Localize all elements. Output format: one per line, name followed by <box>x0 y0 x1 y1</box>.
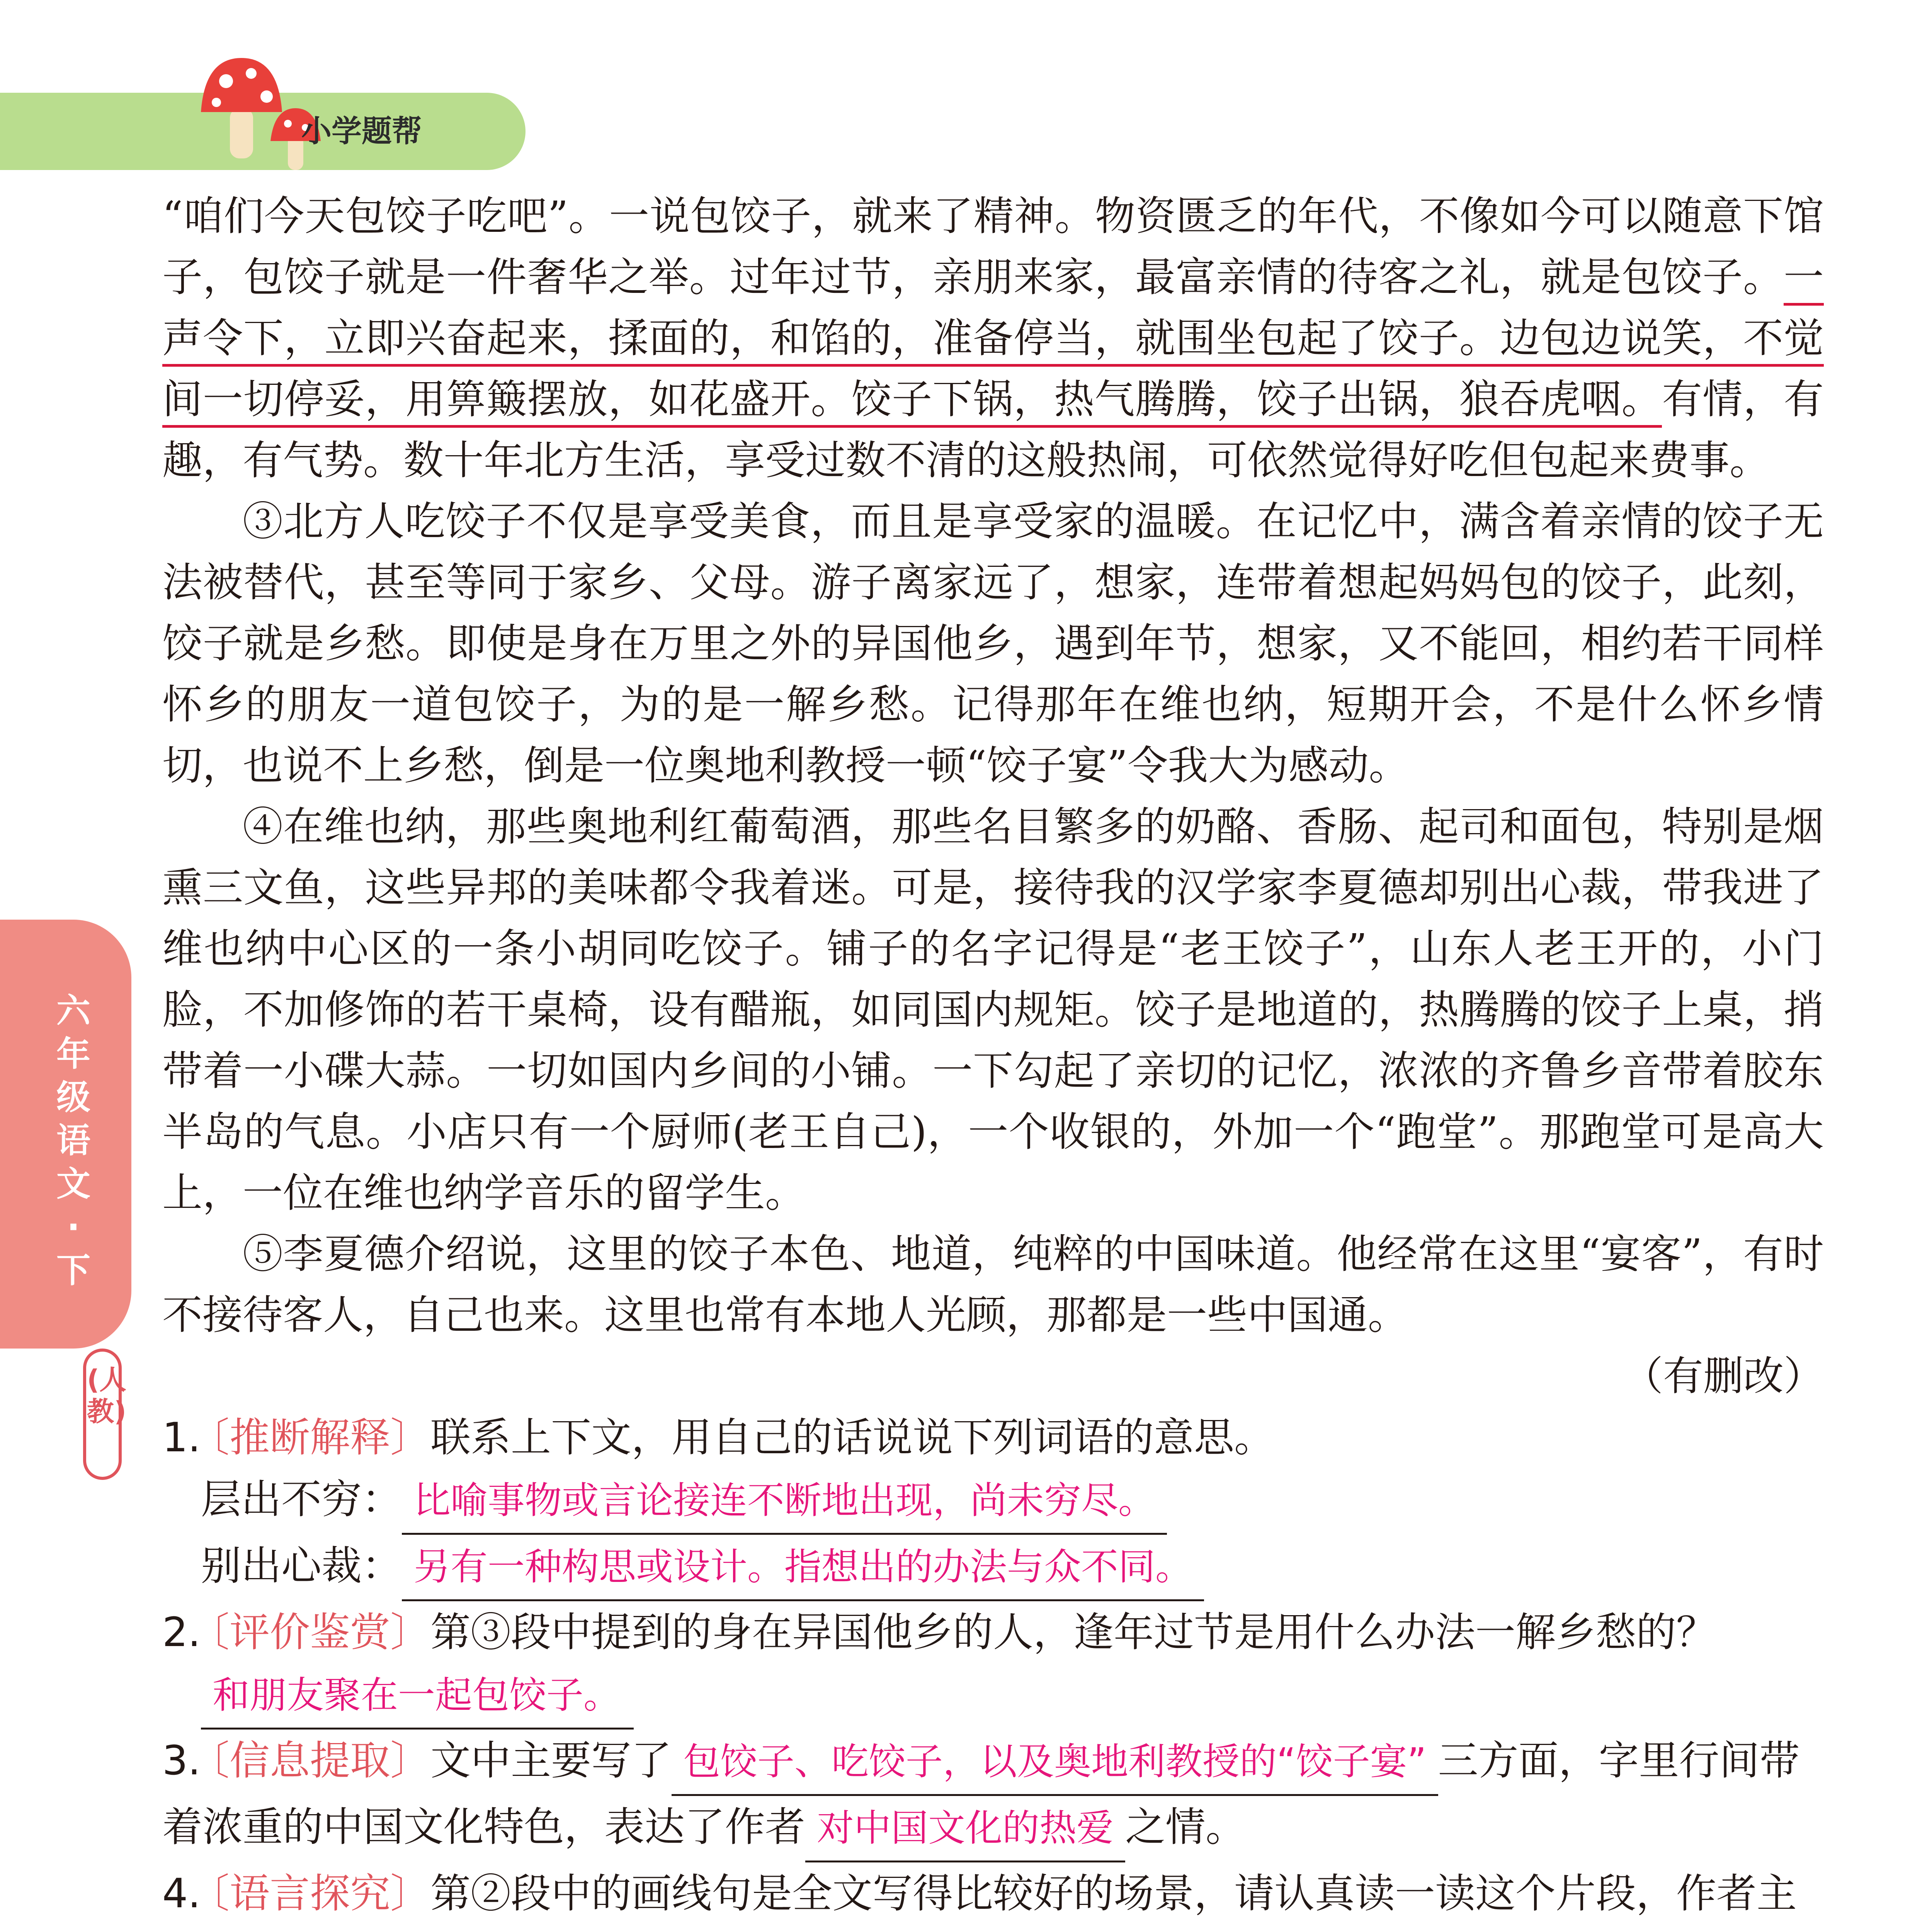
question-2 <box>162 1601 1824 1663</box>
grade-char: 六 <box>56 991 90 1031</box>
passage-paragraph-2 <box>162 185 1824 491</box>
source-note: （有删改） <box>1622 1352 1824 1400</box>
passage-paragraph-4: ④在维也纳，那些奥地利红葡萄酒，那些名目繁多的奶酪、香肠、起司和面包，特别是烟熏三文鱼，这些异邦的美味都令我着迷。可是，接待我的汉学家李夏德却别出心裁，带我进了维也纳中心区的一条小胡同吃饺子。铺子的名字记得是“老王饺子”，山东人老王开的，小门脸，不加修饰的若干桌椅，设有醋瓶，如同国内规矩。饺子是地道的，热腾腾的饺子上桌，捎带着一小碟大蒜。一切如国内乡间的小铺。一下勾起了亲切的记忆，浓浓的齐鲁乡音带着胶东半岛的气息。小店只有一个厨师(老王自己)，一个收银的，外加一个“跑堂”。那跑堂可是高大上，一位在维也纳学音乐的留学生。 <box>162 803 1824 1216</box>
page-content <box>162 185 1824 1932</box>
question-number: 4. <box>162 1870 201 1917</box>
grade-char: 级 <box>56 1077 90 1117</box>
answer-text: 另有一种构思或设计。指想出的办法与众不同。 <box>402 1536 1204 1601</box>
term-row <box>162 1535 1824 1601</box>
edition-label <box>87 1364 126 1427</box>
question-tag: 〔推断解释〕 <box>189 1414 431 1461</box>
passage-paragraph-3: ③北方人吃饺子不仅是享受美食，而且是享受家的温暖。在记忆中，满含着亲情的饺子无法被替代，甚至等同于家乡、父母。游子离家远了，想家，连带着想起妈妈包的饺子，此刻，饺子就是乡愁。即使是身在万里之外的异国他乡，遇到年节，想家，又不能回，相约若干同样怀乡的朋友一道包饺子，为的是一解乡愁。记得那年在维也纳，短期开会，不是什么怀乡情切，也说不上乡愁，倒是一位奥地利教授一顿“饺子宴”令我大为感动。 <box>162 498 1824 789</box>
grade-label <box>54 989 93 1292</box>
term-label: 别出心裁： <box>201 1542 402 1589</box>
grade-char: 文 <box>56 1164 90 1204</box>
grade-char: 下 <box>56 1250 90 1290</box>
question-text: 联系上下文，用自己的话说说下列词语的意思。 <box>430 1414 1275 1461</box>
question-number: 1. <box>162 1414 201 1461</box>
answer-text: 对中国文化的热爱 <box>805 1797 1125 1862</box>
question-text: 第③段中提到的身在异国他乡的人，逢年过节是用什么办法一解乡愁的？ <box>430 1609 1717 1656</box>
question-number: 3. <box>162 1737 201 1784</box>
answer-row <box>162 1663 1824 1730</box>
answer-text: 包饺子、吃饺子，以及奥地利教授的“饺子宴” <box>672 1731 1438 1796</box>
question-1 <box>162 1406 1824 1468</box>
answer-text: 比喻事物或言论接连不断地出现，尚未穷尽。 <box>402 1469 1167 1535</box>
question-tag: 〔语言探究〕 <box>189 1870 431 1917</box>
underlined-sentence: 一声令下，立即兴奋起来，揉面的，和馅的，准备停当，就围坐包起了饺子。边包边说笑，不觉间一切停妥，用箅簸摆放，如花盛开。饺子下锅，热气腾腾，饺子出锅，狼吞虎咽。 <box>162 253 1824 428</box>
question-text: 之情。 <box>1125 1803 1246 1850</box>
question-tag: 〔评价鉴赏〕 <box>189 1609 431 1656</box>
grade-char: · <box>67 1207 80 1247</box>
passage-paragraph-5: ⑤李夏德介绍说，这里的饺子本色、地道，纯粹的中国味道。他经常在这里“宴客”，有时不接待客人，自己也来。这里也常有本地人光顾，那都是一些中国通。 <box>162 1230 1824 1338</box>
question-text: 第②段中的画线句是全文写得比较好的场景，请认真读一读这个片段，作者主 <box>430 1870 1797 1917</box>
question-4 <box>162 1862 1824 1932</box>
answer-text: 和朋友聚在一起包饺子。 <box>201 1664 634 1730</box>
grade-char: 语 <box>56 1121 90 1160</box>
grade-char: 年 <box>56 1034 90 1074</box>
question-number: 2. <box>162 1609 201 1656</box>
question-text: 文中主要写了 <box>430 1737 672 1784</box>
brand-title: 小学题帮 <box>301 114 422 149</box>
paragraph-text: “咱们今天包饺子吃吧”。一说包饺子，就来了精神。物资匮乏的年代，不像如今可以随意下馆子，包饺子就是一件奢华之举。过年过节，亲朋来家，最富亲情的待客之礼，就是包饺子。 <box>162 192 1824 301</box>
edition-char: 教) <box>87 1396 126 1427</box>
term-row <box>162 1468 1824 1535</box>
term-label: 层出不穷： <box>201 1476 402 1523</box>
question-3 <box>162 1730 1824 1862</box>
question-text: 三方面，字里行间带着浓重的中国文化特色，表达了作者 <box>162 1737 1800 1850</box>
paragraph-text: 有情，有趣，有气势。数十年北方生活，享受过数不清的这般热闹，可依然觉得好吃但包起来费事。 <box>162 376 1824 484</box>
question-tag: 〔信息提取〕 <box>189 1737 431 1784</box>
edition-char: (人 <box>87 1364 126 1396</box>
